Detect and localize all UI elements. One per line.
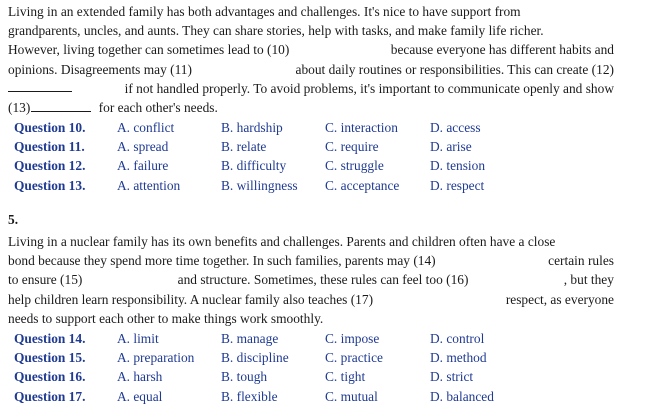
passage-line: (13) for each other's needs. xyxy=(8,100,218,116)
passage-line: Living in a nuclear family has its own benefits and challenges. Parents and children often have a close xyxy=(8,234,556,249)
question-row-16: Question 16. A. harsh B. tough C. tight D. strict xyxy=(14,367,540,386)
option-b[interactable]: B. relate xyxy=(221,139,267,155)
question-options-10-13 xyxy=(14,118,540,195)
option-b[interactable]: B. hardship xyxy=(221,120,283,135)
option-b[interactable]: B. willingness xyxy=(221,177,298,193)
option-c[interactable]: C. tight xyxy=(325,369,366,385)
option-b[interactable]: B. tough xyxy=(221,369,268,385)
option-c[interactable]: C. impose xyxy=(325,331,380,346)
option-c[interactable]: C. acceptance xyxy=(325,177,400,193)
passage-line: bond because they spend more time together. In such families, parents may (14) certain rules xyxy=(8,253,614,269)
question-row-13: Question 13. A. attention B. willingness C. acceptance D. respect xyxy=(14,176,540,195)
passage-line: to ensure (15) and structure. Sometimes, these rules can feel too (16) , but they xyxy=(8,272,614,288)
option-b[interactable]: B. difficulty xyxy=(221,158,287,174)
option-d[interactable]: D. tension xyxy=(430,158,486,174)
option-a[interactable]: A. attention xyxy=(117,177,181,193)
option-b[interactable]: B. manage xyxy=(221,331,279,346)
option-a[interactable]: A. harsh xyxy=(117,369,163,385)
option-d[interactable]: D. control xyxy=(430,331,485,346)
question-row-17: Question 17. A. equal B. flexible C. mutual D. balanced xyxy=(14,387,540,406)
passage-line: needs to support each other to make things work smoothly. xyxy=(8,310,324,326)
blank-12 xyxy=(8,79,72,92)
option-a[interactable]: A. preparation xyxy=(117,350,195,366)
question-options-14-17 xyxy=(14,329,540,406)
option-a[interactable]: A. limit xyxy=(117,331,159,346)
section-number: 5. xyxy=(8,212,19,227)
option-b[interactable]: B. flexible xyxy=(221,388,278,404)
passage-line: opinions. Disagreements may (11) about daily routines or responsibilities. This can create (12) xyxy=(8,61,614,77)
option-d[interactable]: D. access xyxy=(430,120,481,135)
passage-line: help children learn responsibility. A nuclear family also teaches (17) respect, as everyone xyxy=(8,291,614,307)
question-row-10: Question 10. A. conflict B. hardship C. interaction D. access xyxy=(14,118,540,137)
option-d[interactable]: D. strict xyxy=(430,369,474,385)
passage-line: if not handled properly. To avoid problems, it's important to communicate openly and show xyxy=(8,79,614,98)
option-d[interactable]: D. balanced xyxy=(430,388,494,404)
option-c[interactable]: C. interaction xyxy=(325,120,398,135)
option-a[interactable]: A. equal xyxy=(117,388,163,404)
passage-line: Living in an extended family has both advantages and challenges. It's nice to have support from xyxy=(8,4,521,19)
option-c[interactable]: C. require xyxy=(325,139,379,155)
option-c[interactable]: C. mutual xyxy=(325,388,378,404)
passage-extended-family xyxy=(8,2,614,117)
passage-nuclear-family xyxy=(8,232,614,328)
option-d[interactable]: D. method xyxy=(430,350,487,366)
option-d[interactable]: D. respect xyxy=(430,177,485,193)
question-row-12: Question 12. A. failure B. difficulty C. struggle D. tension xyxy=(14,156,540,175)
question-row-14: Question 14. A. limit B. manage C. impose D. control xyxy=(14,329,540,348)
option-b[interactable]: B. discipline xyxy=(221,350,289,366)
option-a[interactable]: A. spread xyxy=(117,139,169,155)
passage-line: However, living together can sometimes lead to (10) because everyone has different habits and xyxy=(8,42,614,58)
passage-line: grandparents, uncles, and aunts. They can share stories, help with tasks, and make family life richer. xyxy=(8,23,544,39)
question-row-11: Question 11. A. spread B. relate C. require D. arise xyxy=(14,137,540,156)
option-c[interactable]: C. practice xyxy=(325,350,383,366)
blank-13 xyxy=(31,99,91,112)
option-d[interactable]: D. arise xyxy=(430,139,472,155)
option-a[interactable]: A. conflict xyxy=(117,120,175,135)
option-c[interactable]: C. struggle xyxy=(325,158,384,174)
question-row-15: Question 15. A. preparation B. discipline C. practice D. method xyxy=(14,348,540,367)
option-a[interactable]: A. failure xyxy=(117,158,169,174)
